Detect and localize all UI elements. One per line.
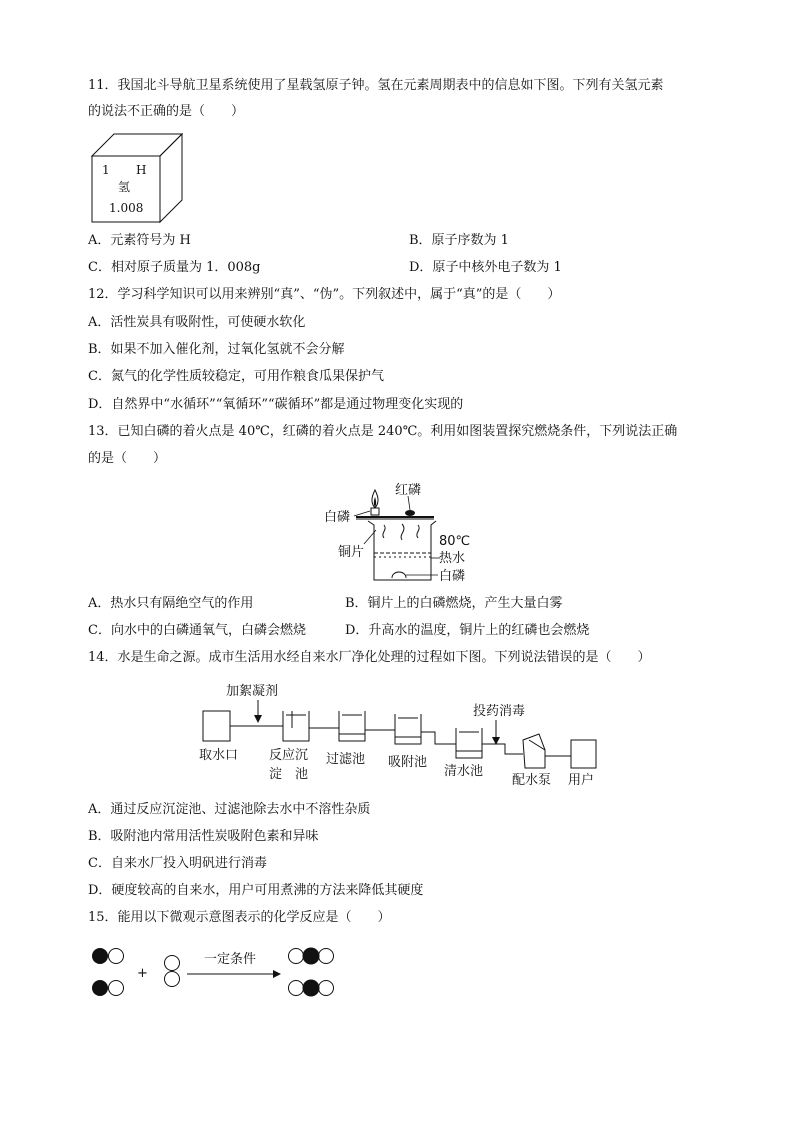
q13-option-c: C．向水中的白磷通氧气，白磷会燃烧 xyxy=(88,623,306,638)
label-clear: 清水池 xyxy=(444,764,484,779)
atomic-mass: 1.008 xyxy=(109,201,144,215)
label-red-phosphorus: 红磷 xyxy=(395,483,422,498)
user-box xyxy=(571,740,596,768)
label-disinfect: 投药消毒 xyxy=(473,704,526,719)
label-hot-water: 热水 xyxy=(439,551,466,566)
reactant-molecule-3 xyxy=(165,956,180,987)
atomic-number: 1 xyxy=(102,163,110,177)
red-phosphorus-piece xyxy=(405,510,415,516)
q11-option-a: A．元素符号为 H xyxy=(88,233,191,248)
q12-stem: 12．学习科学知识可以用来辨别“真”、“伪”。下列叙述中，属于“真”的是（ ） xyxy=(88,287,561,302)
label-intake: 取水口 xyxy=(199,748,239,763)
plus-sign: + xyxy=(137,966,148,981)
label-user: 用户 xyxy=(568,773,595,788)
q13-option-a: A．热水只有隔绝空气的作用 xyxy=(88,596,254,611)
q13-stem-line1: 13．已知白磷的着火点是 40℃，红磷的着火点是 240℃。利用如图装置探究燃烧条件，下列说法正确 xyxy=(88,424,678,439)
q12-option-c: C．氮气的化学性质较稳定，可用作粮食瓜果保护气 xyxy=(88,369,384,384)
q11-option-d: D．原子中核外电子数为 1 xyxy=(409,260,562,275)
pump-shape xyxy=(523,734,545,768)
label-reaction-tank-1: 反应沉 xyxy=(269,748,309,763)
q14-option-b: B．吸附池内常用活性炭吸附色素和异味 xyxy=(88,829,319,844)
submerged-white-phosphorus xyxy=(392,572,406,578)
q11-stem-line1: 11．我国北斗导航卫星系统使用了星载氢原子钟。氢在元素周期表中的信息如下图。下列有关氢元素 xyxy=(88,78,664,93)
label-copper-sheet: 铜片 xyxy=(338,545,365,560)
label-adsorb: 吸附池 xyxy=(388,755,428,770)
hydrogen-element-cell xyxy=(88,130,186,224)
beaker xyxy=(368,521,436,580)
label-pump: 配水泵 xyxy=(512,773,552,788)
q12-option-d: D．自然界中“水循环”“氧循环”“碳循环”都是通过物理变化实现的 xyxy=(88,397,464,412)
q14-option-c: C．自来水厂投入明矾进行消毒 xyxy=(88,856,267,871)
intake-box xyxy=(203,711,230,741)
q11-option-c: C．相对原子质量为 1．008g xyxy=(88,260,261,275)
q12-option-b: B．如果不加入催化剂，过氧化氢就不会分解 xyxy=(88,342,345,357)
q14-stem: 14．水是生命之源。成市生活用水经自来水厂净化处理的过程如下图。下列说法错误的是（ ） xyxy=(88,650,651,665)
q14-option-d: D．硬度较高的自来水，用户可用煮沸的方法来降低其硬度 xyxy=(88,883,424,898)
q13-option-b: B．铜片上的白磷燃烧，产生大量白雾 xyxy=(345,596,563,611)
label-coagulant: 加絮凝剂 xyxy=(226,684,279,699)
label-filter: 过滤池 xyxy=(326,752,366,767)
q14-option-a: A．通过反应沉淀池、过滤池除去水中不溶性杂质 xyxy=(88,802,371,817)
label-white-phosphorus-top: 白磷 xyxy=(324,510,351,525)
product-molecule-2 xyxy=(289,980,334,997)
q15-stem: 15．能用以下微观示意图表示的化学反应是（ ） xyxy=(88,910,391,925)
micro-reaction-diagram xyxy=(88,940,348,1004)
q13-option-d: D．升高水的温度，铜片上的红磷也会燃烧 xyxy=(345,623,590,638)
q13-stem-line2: 的是（ ） xyxy=(88,451,167,466)
label-temperature: 80℃ xyxy=(439,534,471,549)
combustion-apparatus-figure xyxy=(318,478,478,590)
element-name: 氢 xyxy=(118,180,131,194)
white-phosphorus-piece xyxy=(371,508,379,515)
q11-option-b: B．原子序数为 1 xyxy=(409,233,509,248)
water-treatment-flow-diagram xyxy=(195,676,615,794)
element-symbol: H xyxy=(136,163,147,177)
q11-stem-line2: 的说法不正确的是（ ） xyxy=(88,104,245,119)
reactant-molecule-2 xyxy=(92,980,124,996)
flame-core-icon xyxy=(374,497,376,507)
label-reaction-tank-2: 淀 池 xyxy=(269,767,309,782)
label-white-phosphorus-bottom: 白磷 xyxy=(439,569,466,584)
label-reaction-condition: 一定条件 xyxy=(204,952,257,967)
q12-option-a: A．活性炭具有吸附性，可使硬水软化 xyxy=(88,315,306,330)
reactant-molecule-1 xyxy=(92,948,124,964)
product-molecule-1 xyxy=(289,948,334,965)
